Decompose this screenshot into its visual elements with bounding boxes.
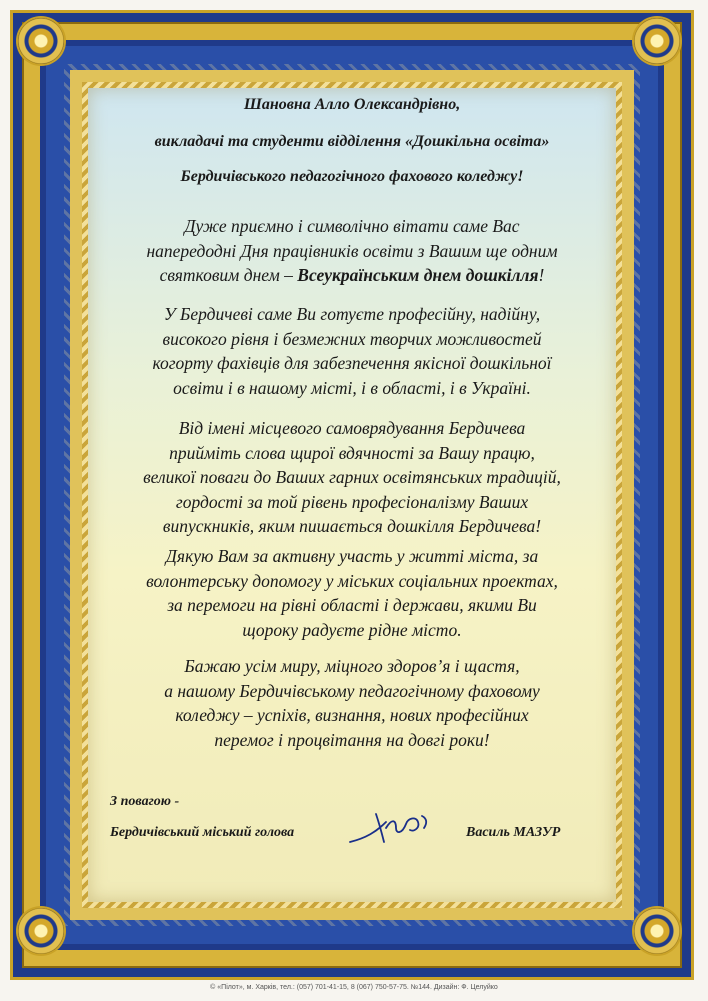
paragraph-greeting <box>108 214 596 288</box>
paragraph-line: коледжу – успіхів, визнання, нових професійних <box>175 705 529 726</box>
paragraph-line: Від імені місцевого самоврядування Бердичева <box>178 418 526 438</box>
salutation-line: Шановна Алло Олександрівно, <box>243 96 461 113</box>
handwritten-signature-icon <box>346 808 436 848</box>
paragraph-line: великої поваги до Ваших гарних освітянських традицій, <box>143 467 561 488</box>
print-footer: © «Пілот», м. Харків, тел.: (057) 701-41-15, 8 (067) 750-57-75. №144. Дизайн: Ф. Целуйко <box>210 984 498 991</box>
letter-content <box>88 88 616 902</box>
holiday-prefix: святковим днем – <box>159 265 298 286</box>
paragraph-line: випускників, яким пишається дошкілля Бердичева! <box>162 516 542 537</box>
salutation-line: Бердичівського педагогічного фахового коледжу! <box>180 168 524 185</box>
mayor-position: Бердичівський міський голова <box>110 825 295 840</box>
holiday-line <box>108 263 596 288</box>
corner-rosette-icon <box>18 908 64 954</box>
paragraph-training <box>108 302 596 400</box>
paragraph-line: когорту фахівців для забезпечення якісної дошкільної <box>152 353 552 374</box>
holiday-suffix: ! <box>538 265 545 286</box>
paragraph-line: прийміть слова щирої вдячності за Вашу працю, <box>169 442 535 463</box>
paragraph-line: освіти і в нашому місті, і в області, і в Україні. <box>173 377 531 398</box>
paragraph-line: Дякую Вам за активну участь у житті міста, за <box>165 546 539 566</box>
salutation-line: викладачі та студенти відділення «Дошкільна освіта» <box>154 133 550 150</box>
paragraph-wishes <box>108 654 596 752</box>
paragraph-line: напередодні Дня працівників освіти з Вашим ще одним <box>146 240 558 261</box>
paragraph-line: Бажаю усім миру, міцного здоров’я і щастя, <box>184 656 520 676</box>
paragraph-line: щороку радуєте рідне місто. <box>242 619 462 640</box>
holiday-name: Всеукраїнським днем дошкілля <box>297 265 539 286</box>
corner-rosette-icon <box>18 18 64 64</box>
paragraph-line: гордості за той рівень професіоналізму Ваших <box>175 491 529 512</box>
paragraph-line: волонтерську допомогу у міських соціальних проектах, <box>146 570 558 591</box>
mayor-name: Василь МАЗУР <box>466 825 561 840</box>
paragraph-thanks <box>108 544 596 642</box>
paragraph-gratitude <box>108 416 596 539</box>
corner-rosette-icon <box>634 18 680 64</box>
paragraph-line: за перемоги на рівні області і держави, якими Ви <box>167 595 537 616</box>
closing-regards: З повагою - <box>110 794 180 809</box>
paragraph-line: а нашому Бердичівському педагогічному фаховому <box>164 680 540 701</box>
paragraph-line: високого рівня і безмежних творчих можливостей <box>162 328 542 349</box>
corner-rosette-icon <box>634 908 680 954</box>
paragraph-line: Дуже приємно і символічно вітати саме Вас <box>184 216 520 236</box>
paragraph-line: У Бердичеві саме Ви готуєте професійну, надійну, <box>163 304 541 324</box>
paragraph-line: перемог і процвітання на довгі роки! <box>214 729 490 750</box>
